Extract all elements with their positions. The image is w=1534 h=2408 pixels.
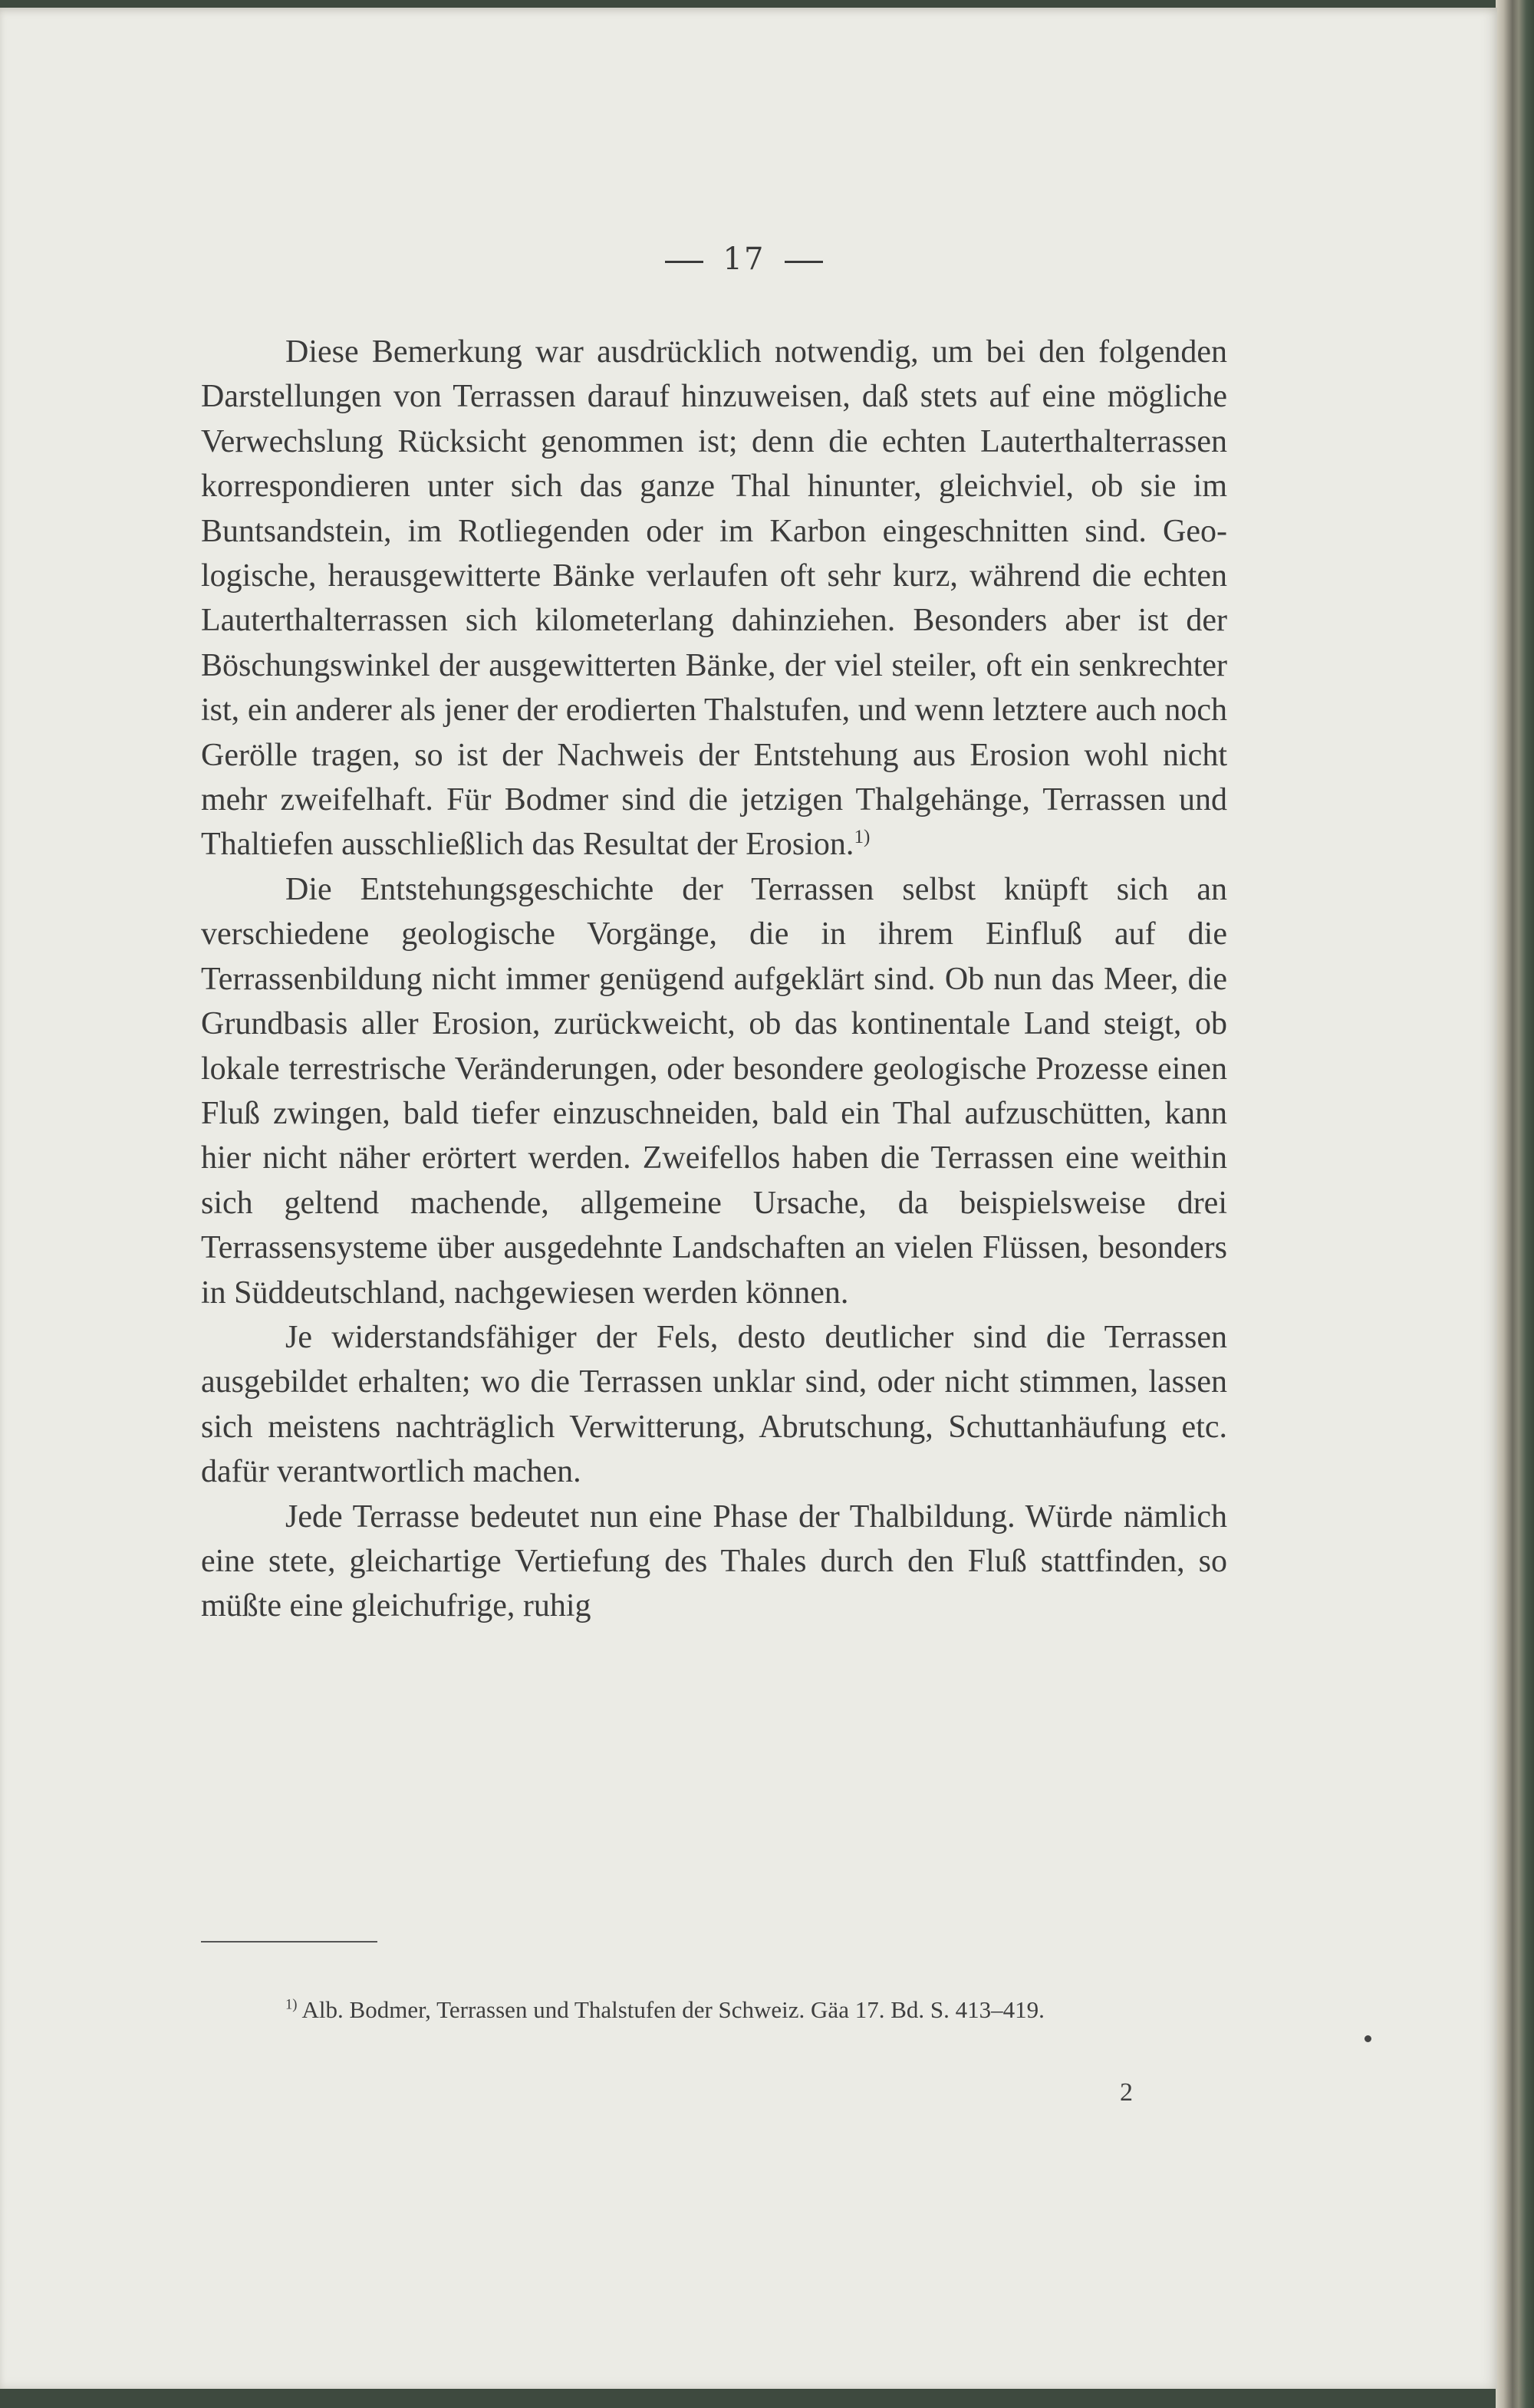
page-number-dash-left <box>665 261 703 263</box>
paragraph-1-text: Diese Bemerkung war ausdrücklich notwendig, um bei den folgenden Darstellungen von Terrassen darauf hinzuweisen, daß stets auf eine mögliche Verwechslung Rücksicht genommen ist; denn die echten Lauterthalterrassen korrespondieren unter sich das ganze Thal hinunter, gleichviel, ob sie im Buntsandstein, im Rotliegenden oder im Karbon eingeschnitten sind. Geologische, herausgewitterte Bänke verlaufen oft sehr kurz, während die echten Lauterthalterrassen sich kilometerlang dahinziehen. Besonders aber ist der Böschungswinkel der ausgewitterten Bänke, der viel steiler, oft ein senkrechter ist, ein anderer als jener der erodierten Thalstufen, und wenn letztere auch noch Gerölle tragen, so ist der Nachweis der Entstehung aus Erosion wohl nicht mehr zweifelhaft. Für Bodmer sind die jetzigen Thalgehänge, Terrassen und Thaltiefen ausschließlich das Resultat der Erosion. <box>201 334 1227 863</box>
footnote-reference: 1) <box>854 827 871 848</box>
paragraph-2: Die Entstehungsgeschichte der Terrassen selbst knüpft sich an verschiedene geologische Vorgänge, die in ihrem Einfluß auf die Terrassenbildung nicht immer genügend aufgeklärt sind. Ob nun das Meer, die Grundbasis aller Erosion, zurückweicht, ob das kontinentale Land steigt, ob lokale terrestrische Veränderungen, oder besondere geologische Prozesse einen Fluß zwingen, bald tiefer einzuschneiden, bald ein Thal aufzuschütten, kann hier nicht näher erörtert werden. Zweifellos haben die Terrassen eine weithin sich geltend machende, allgemeine Ursache, da beispielsweise drei Terrassensysteme über ausgedehnte Landschaften an vielen Flüssen, besonders in Süddeutschland, nachgewiesen werden können. <box>201 871 1227 1311</box>
footnote-separator <box>201 1941 377 1943</box>
page-number <box>0 242 1488 277</box>
ink-speck <box>1364 2035 1371 2042</box>
book-page <box>0 8 1497 2389</box>
body-text <box>201 330 1227 1629</box>
paragraph-3: Je widerstandsfähiger der Fels, desto deutlicher sind die Terrassen ausgebildet erhalten; wo die Terrassen unklar sind, oder nicht stimmen, lassen sich meistens nachträglich Verwitterung, Abrutschung, Schuttanhäufung etc. dafür verantwortlich machen. <box>201 1319 1227 1490</box>
page-number-dash-right <box>785 261 823 263</box>
scan-edge <box>1496 0 1534 2408</box>
page-number-value: 17 <box>723 242 765 277</box>
printer-signature-mark: 2 <box>1120 2078 1133 2107</box>
paragraph-1 <box>201 330 1227 867</box>
footnote-text: Alb. Bodmer, Terrassen und Thalstufen der Schweiz. Gäa 17. Bd. S. 413–419. <box>301 1996 1045 2023</box>
footnote-marker: 1) <box>285 1996 298 2013</box>
paragraph-4: Jede Terrasse bedeutet nun eine Phase der Thalbildung. Würde nämlich eine stete, gleichartige Vertiefung des Thales durch den Fluß stattfinden, so müßte eine gleichufrige, ruhig <box>201 1498 1227 1624</box>
footnote <box>201 1992 1227 2028</box>
